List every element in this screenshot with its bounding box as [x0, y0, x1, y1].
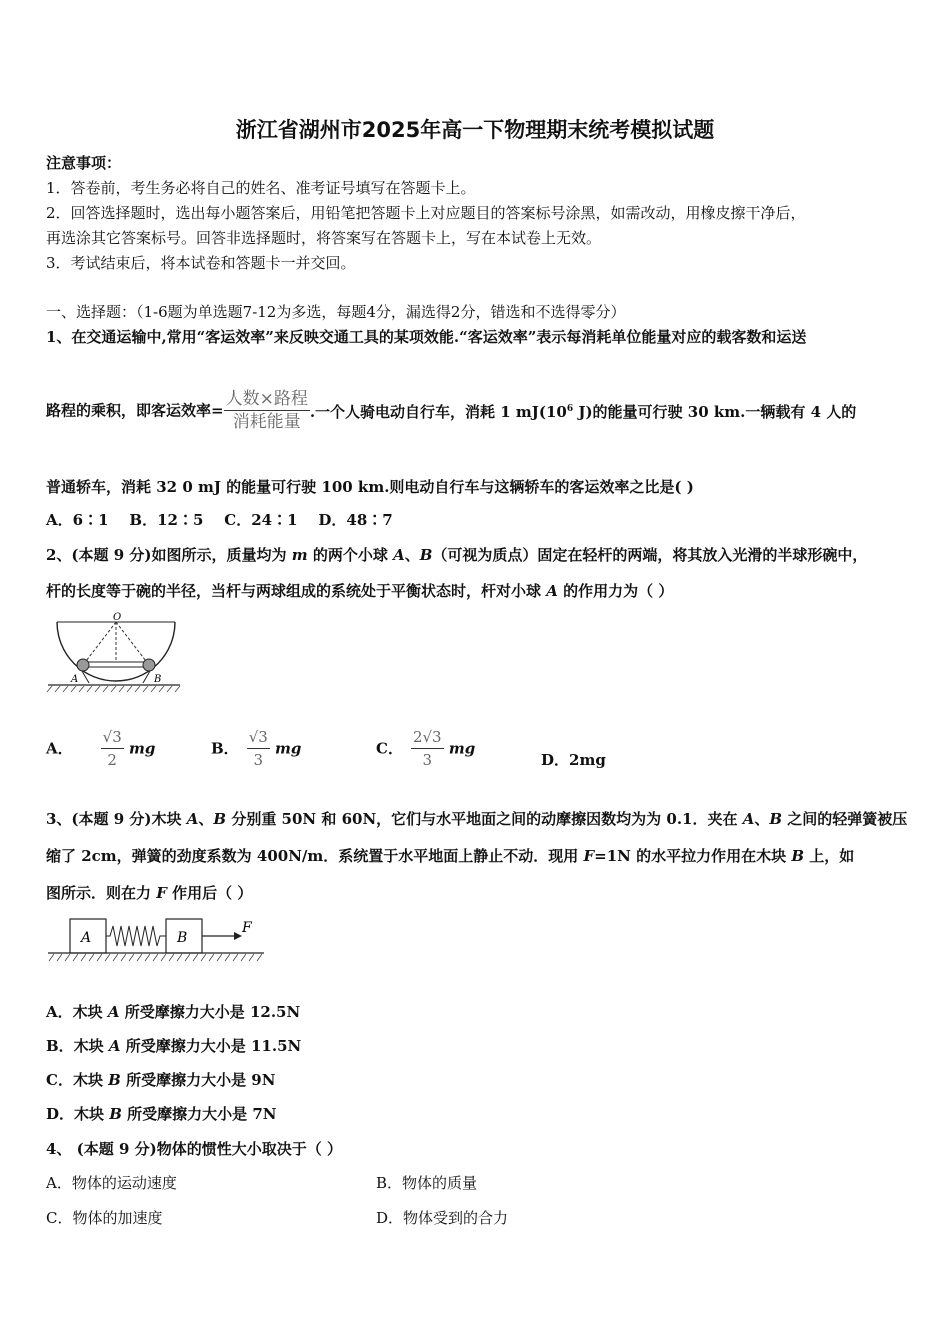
q3-option-a — [46, 1002, 300, 1022]
ball-b — [143, 659, 155, 671]
q3-text: 之间的轻弹簧被压 — [782, 810, 908, 828]
var-B: B — [791, 847, 804, 865]
fraction-numerator: √3 — [101, 726, 124, 749]
q2-option-b — [211, 726, 301, 776]
fraction — [411, 726, 444, 771]
label-A: A — [71, 674, 79, 685]
fraction-denominator: 3 — [253, 751, 264, 769]
bowl-figure — [44, 610, 184, 695]
var-B: B — [769, 810, 783, 828]
q2-option-a — [46, 726, 155, 776]
var-A: A — [742, 810, 755, 828]
fraction-denominator: 消耗能量 — [232, 412, 301, 432]
option-text: 所受摩擦力大小是 7N — [121, 1105, 277, 1123]
spring-blocks-figure — [44, 912, 269, 967]
option-text: C．木块 — [46, 1071, 109, 1089]
radius-line — [116, 622, 149, 665]
note-item: 3．考试结束后，将本试卷和答题卡一并交回。 — [46, 254, 356, 272]
var-B: B — [419, 546, 433, 564]
q1-line2-post-b: J)的能量可行驶 30 km.一辆载有 4 人的 — [573, 403, 857, 421]
q4-option-a: A．物体的运动速度 — [46, 1174, 177, 1192]
q2-text: 、 — [404, 546, 420, 564]
fraction-numerator: √3 — [247, 726, 270, 749]
q4-text: 4、 (本题 9 分)物体的惯性大小取决于（ ） — [46, 1140, 342, 1158]
q1-line3: 普通轿车，消耗 32 0 mJ 的能量可行驶 100 km.则电动自行车与这辆轿车的客运效率之比是( ) — [46, 478, 694, 496]
ground-hatch — [49, 954, 262, 961]
var-B: B — [213, 810, 227, 828]
option-label: A． — [46, 739, 73, 758]
q1-line1: 1、在交通运输中,常用“客运效率”来反映交通工具的某项效能.“客运效率”表示每消耗单位能量对应的载客数和运送 — [46, 328, 807, 346]
ball-a — [77, 659, 89, 671]
spring — [106, 926, 166, 946]
q3-text: 作用后（ ） — [166, 884, 253, 902]
q2-text: （可视为质点）固定在轻杆的两端，将其放入光滑的半球形碗中， — [432, 546, 868, 564]
section-heading: 一、选择题：（1-6题为单选题7-12为多选，每题4分，漏选得2分，错选和不选得零分） — [46, 303, 626, 321]
option-text: 所受摩擦力大小是 12.5N — [119, 1003, 301, 1021]
notes-heading: 注意事项： — [46, 154, 122, 172]
fraction-numerator: 2√3 — [411, 726, 444, 749]
note-item: 1．答卷前，考生务必将自己的姓名、准考证号填写在答题卡上。 — [46, 179, 476, 197]
q1-line2 — [46, 388, 856, 448]
q2-text: 的作用力为（ ） — [557, 582, 674, 600]
bowl-arc — [57, 622, 175, 681]
q3-text: 3、(本题 9 分)木块 — [46, 810, 187, 828]
q3-line1 — [46, 809, 907, 829]
exponent: 6 — [566, 404, 574, 414]
note-item: 2．回答选择题时，选出每小题答案后，用铅笔把答题卡上对应题目的答案标号涂黑，如需改动，用橡皮擦干净后， — [46, 204, 806, 222]
q2-line1 — [46, 545, 867, 565]
label-A: A — [81, 930, 92, 946]
option-text: D．木块 — [46, 1105, 110, 1123]
fraction-numerator: 人数×路程 — [225, 389, 308, 409]
q3-text: 缩了 2cm，弹簧的劲度系数为 400N/m．系统置于水平地面上静止不动．现用 — [46, 847, 584, 865]
q1-line2-post-a: .一个人骑电动自行车，消耗 1 mJ(10 — [309, 403, 567, 421]
q2-option-c — [376, 726, 475, 776]
radius-line — [83, 622, 116, 665]
var-block: A — [108, 1037, 121, 1055]
var-F: F — [156, 884, 167, 902]
q3-option-c — [46, 1070, 275, 1090]
fraction — [247, 726, 270, 771]
q1-options: A．6∶1 B．12∶5 C．24∶1 D．48∶7 — [46, 511, 393, 529]
q2-text: 2、(本题 9 分)如图所示，质量均为 — [46, 546, 292, 564]
q4-stem — [46, 1139, 342, 1159]
ground-hatch — [47, 686, 180, 692]
q3-text: 上，如 — [804, 847, 855, 865]
q3-text: =1N 的水平拉力作用在木块 — [594, 847, 792, 865]
var-A: A — [546, 582, 558, 600]
q3-line2 — [46, 846, 854, 866]
option-text: 所受摩擦力大小是 11.5N — [120, 1037, 302, 1055]
q4-option-c: C．物体的加速度 — [46, 1209, 163, 1227]
q3-text: 、 — [754, 810, 770, 828]
efficiency-fraction — [224, 388, 310, 433]
page-title: 浙江省湖州市2025年高一下物理期末统考模拟试题 — [235, 118, 715, 142]
var-A: A — [186, 810, 199, 828]
q1-line2-pre: 路程的乘积，即客运效率= — [46, 401, 224, 420]
fraction-denominator: 2 — [107, 751, 117, 769]
q4-option-d: D．物体受到的合力 — [376, 1209, 509, 1227]
note-item: 再选涂其它答案标号。回答非选择题时，将答案写在答题卡上，写在本试卷上无效。 — [46, 229, 602, 247]
var-mg: mg — [448, 739, 476, 758]
q2-option-d: D．2mg — [541, 751, 606, 769]
label-O: O — [113, 612, 122, 623]
q2-text: 杆的长度等于碗的半径，当杆与两球组成的系统处于平衡状态时，杆对小球 — [46, 582, 547, 600]
var-mg: mg — [275, 739, 302, 758]
q2-line2 — [46, 581, 673, 601]
q2-text: 的两个小球 — [307, 546, 394, 564]
var-block: B — [108, 1071, 121, 1089]
option-text: A．木块 — [46, 1003, 108, 1021]
q3-option-d — [46, 1104, 277, 1124]
q3-text: 、 — [198, 810, 214, 828]
label-F: F — [242, 920, 252, 936]
var-block: A — [107, 1003, 120, 1021]
label-B: B — [177, 930, 188, 946]
option-text: 所受摩擦力大小是 9N — [120, 1071, 276, 1089]
var-A: A — [393, 546, 405, 564]
option-label: B． — [211, 739, 239, 758]
q3-option-b — [46, 1036, 301, 1056]
fraction — [101, 726, 124, 771]
q3-text: 图所示．则在力 — [46, 884, 157, 902]
option-label: C． — [376, 739, 403, 758]
rod — [83, 662, 149, 667]
q3-text: 分别重 50N 和 60N，它们与水平地面之间的动摩擦因数均为为 0.1．夹在 — [226, 810, 743, 828]
var-block: B — [109, 1105, 122, 1123]
var-F: F — [583, 847, 595, 865]
label-B: B — [154, 674, 162, 685]
q3-line3 — [46, 883, 252, 903]
option-text: B．木块 — [46, 1037, 109, 1055]
var-m: m — [291, 546, 308, 564]
fraction-denominator: 3 — [422, 751, 433, 769]
q4-option-b: B．物体的质量 — [376, 1174, 478, 1192]
var-mg: mg — [128, 739, 156, 758]
arrow-head-icon — [234, 932, 242, 940]
